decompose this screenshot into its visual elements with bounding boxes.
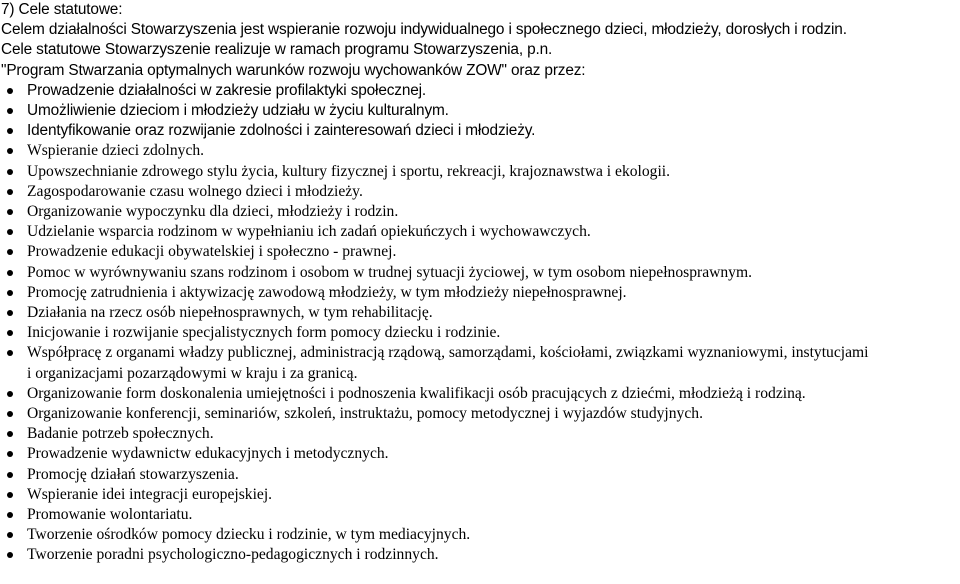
list-item: [1, 303, 960, 323]
list-item: [1, 545, 960, 565]
list-item-text: Prowadzenie edukacji obywatelskiej i społeczno - prawnej.: [27, 243, 397, 261]
list-item: [1, 485, 960, 505]
list-item: [1, 525, 960, 545]
intro-program-line: Cele statutowe Stowarzyszenie realizuje w ramach programu Stowarzyszenia, p.n.: [1, 41, 553, 59]
list-item-text: Prowadzenie działalności w zakresie profilaktyki społecznej.: [27, 81, 427, 99]
section-title: 7) Cele statutowe:: [1, 1, 123, 18]
list-item-text: Wspieranie idei integracji europejskiej.: [27, 485, 273, 503]
list-item-text: Wspieranie dzieci zdolnych.: [27, 142, 205, 160]
list-item-text: Pomoc w wyrównywaniu szans rodzinom i osobom w trudnej sytuacji życiowej, w tym osobom niepełnosprawnym.: [27, 263, 753, 281]
list-item: [1, 384, 960, 404]
list-item-text: Promocję działań stowarzyszenia.: [27, 465, 239, 483]
list-item-text: Organizowanie wypoczynku dla dzieci, młodzieży i rodzin.: [27, 203, 399, 221]
list-item: [1, 444, 960, 464]
list-item: [1, 404, 960, 424]
list-item: [1, 283, 960, 303]
list-item: [1, 263, 960, 283]
list-item-text: Udzielanie wsparcia rodzinom w wypełnianiu ich zadań opiekuńczych i wychowawczych.: [27, 223, 591, 241]
list-item: [1, 81, 960, 101]
list-item: [1, 202, 960, 222]
list-item: [1, 343, 960, 383]
list-item: [1, 323, 960, 343]
list-item-text: Zagospodarowanie czasu wolnego dzieci i młodzieży.: [27, 182, 363, 200]
list-item: [1, 141, 960, 161]
objectives-list: [1, 81, 960, 566]
intro-program-name: "Program Stwarzania optymalnych warunków rozwoju wychowanków ZOW" oraz przez:: [1, 61, 586, 79]
list-item: [1, 121, 960, 141]
list-item: [1, 505, 960, 525]
list-item-text: Upowszechnianie zdrowego stylu życia, kultury fizycznej i sportu, rekreacji, krajoznawstwa i ekologii.: [27, 162, 671, 180]
list-item-text: Umożliwienie dzieciom i młodzieży udziału w życiu kulturalnym.: [27, 102, 449, 120]
list-item-text: Promowanie wolontariatu.: [27, 506, 193, 524]
list-item: [1, 465, 960, 485]
list-item-text: Promocję zatrudnienia i aktywizację zawodową młodzieży, w tym młodzieży niepełnosprawnej.: [27, 283, 627, 301]
intro-paragraph: Celem działalności Stowarzyszenia jest wspieranie rozwoju indywidualnego i społecznego dzieci, młodzieży, dorosłych i rodzin.: [1, 21, 847, 39]
list-item-text-continuation: i organizacjami pozarządowymi w kraju i za granicą.: [27, 364, 358, 382]
list-item-text: Badanie potrzeb społecznych.: [27, 425, 214, 443]
list-item-text: Tworzenie poradni psychologiczno-pedagogicznych i rodzinnych.: [27, 546, 439, 564]
list-item: [1, 101, 960, 121]
list-item: [1, 162, 960, 182]
list-item: [1, 222, 960, 242]
list-item-text: Identyfikowanie oraz rozwijanie zdolności i zainteresowań dzieci i młodzieży.: [27, 122, 536, 140]
list-item-text: Prowadzenie wydawnictw edukacyjnych i metodycznych.: [27, 445, 389, 463]
list-item-text: Współpracę z organami władzy publicznej, administracją rządową, samorządami, kościołami, związkami wyznaniowymi, instytucjami: [27, 344, 869, 362]
list-item: [1, 182, 960, 202]
list-item-text: Tworzenie ośrodków pomocy dziecku i rodzinie, w tym mediacyjnych.: [27, 526, 471, 544]
list-item: [1, 242, 960, 262]
list-item-text: Organizowanie form doskonalenia umiejętności i podnoszenia kwalifikacji osób pracujących z dziećmi, młodzieżą i rodziną.: [27, 384, 806, 402]
list-item-text: Organizowanie konferencji, seminariów, szkoleń, instruktażu, pomocy metodycznej i wyjazdów studyjnych.: [27, 405, 703, 423]
list-item-text: Działania na rzecz osób niepełnosprawnych, w tym rehabilitację.: [27, 304, 433, 322]
list-item-text: Inicjowanie i rozwijanie specjalistycznych form pomocy dziecku i rodzinie.: [27, 324, 501, 342]
list-item: [1, 424, 960, 444]
